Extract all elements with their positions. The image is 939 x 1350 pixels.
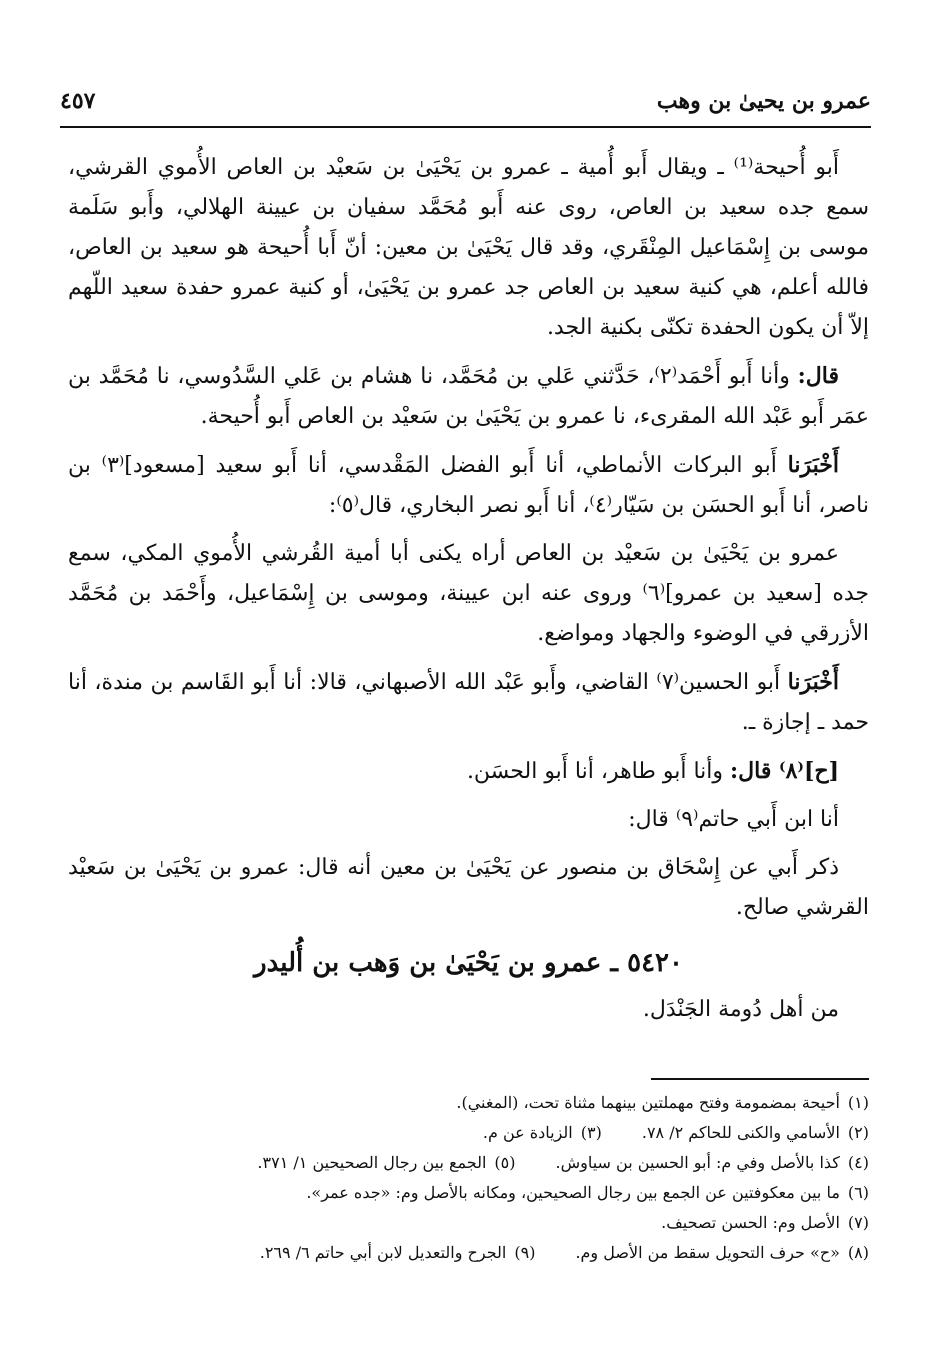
footnote-text: «ح» حرف التحويل سقط من الأصل وم. <box>575 1243 840 1262</box>
paragraph-2 <box>68 356 869 437</box>
paragraph-text: ذكر أَبي عن إِسْحَاق بن منصور عن يَحْيَىٰ بن معين أنه قال: عمرو بن يَحْيَىٰ بن سَعيْد القرشي صالح. <box>68 855 869 920</box>
paragraph-lead: قال: <box>797 363 839 389</box>
paragraph-8 <box>68 848 869 928</box>
footnote-text: الزيادة عن م. <box>482 1123 573 1142</box>
footnote-row <box>68 1208 869 1238</box>
footnote-text: الأسامي والكنى للحاكم ٢/ ٧٨. <box>641 1123 840 1142</box>
paragraph-text: وأنا أَبو طاهر، أنا أَبو الحسَن. <box>466 759 731 784</box>
paragraph-5 <box>68 662 869 743</box>
paragraph-6 <box>68 751 869 792</box>
footnote-number: (٤) <box>847 1153 869 1172</box>
footnote-row <box>68 1088 869 1118</box>
entry-heading: ٥٤٢٠ ـ عمرو بن يَحْيَىٰ بن وَهب بن أُليدر <box>254 948 683 978</box>
footnote-text: الأصل وم: الحسن تصحيف. <box>661 1213 840 1232</box>
paragraph-text: عمرو بن يَحْيَىٰ بن سَعيْد بن العاص أراه يكنى أبا أمية القُرشي الأُموي المكي، سمع جده [سعيد بن عمرو]⁽٦⁾ وروى عنه ابن عيينة، وموسى بن إِسْمَاعيل، وأَحْمَد بن مُحَمَّد الأزرقي في الوضوء والجهاد ومواضع. <box>68 541 869 646</box>
paragraph-text: أَبو البركات الأنماطي، أنا أَبو الفضل المَقْدسي، أنا أَبو سعيد [مسعود]⁽٣⁾ بن ناصر، أنا أَبو الحسَن بن سَيّار⁽٤⁾، أنا أَبو نصر البخاري، قال⁽٥⁾: <box>68 453 869 518</box>
footnotes <box>68 1088 869 1268</box>
main-text <box>68 148 869 1038</box>
footnote-7 <box>661 1208 869 1238</box>
footnote-number: (٧) <box>847 1213 869 1232</box>
footnote-3 <box>483 1118 602 1148</box>
footnote-text: كذا بالأصل وفي م: أبو الحسين بن سياوش. <box>555 1153 840 1172</box>
footnote-6 <box>306 1178 869 1208</box>
paragraph-3 <box>68 445 869 526</box>
entry-subtext <box>68 990 869 1030</box>
page-header <box>60 82 871 122</box>
paragraph-text: أنا ابن أَبي حاتم⁽٩⁾ قال: <box>628 807 839 832</box>
footnote-number: (٢) <box>847 1123 869 1142</box>
footnote-text: الجمع بين رجال الصحيحين ١/ ٣٧١. <box>257 1153 487 1172</box>
footnote-text: الجرح والتعديل لابن أبي حاتم ٦/ ٢٦٩. <box>259 1243 507 1262</box>
running-title: عمرو بن يحيىٰ بن وهب <box>656 88 871 114</box>
footnote-number: (١) <box>847 1093 869 1112</box>
paragraph-text: وأنا أَبو أَحْمَد⁽٢⁾، حَدَّثني عَلي بن مُحَمَّد، نا هشام بن عَلي السَّدُوسي، نا مُحَمَّد بن عمَر أَبو عَبْد الله المقرىء، نا عمرو بن يَحْيَىٰ بن سَعيْد بن العاص أَبو أُحيحة. <box>68 364 869 429</box>
footnote-text: أحيحة بمضمومة وفتح مهملتين بينهما مثناة تحت، (المغني). <box>456 1093 840 1112</box>
header-rule <box>60 126 871 128</box>
paragraph-lead: [ح]⁽٨⁾ قال: <box>730 758 839 784</box>
footnote-4 <box>556 1148 870 1178</box>
footnote-rule <box>651 1078 869 1080</box>
footnote-number: (٣) <box>580 1123 602 1142</box>
footnote-text: ما بين معكوفتين عن الجمع بين رجال الصحيحين، ومكانه بالأصل وم: «جده عمر». <box>306 1183 840 1202</box>
footnote-row <box>68 1148 869 1178</box>
paragraph-1 <box>68 148 869 348</box>
paragraph-4 <box>68 534 869 654</box>
footnote-9 <box>260 1238 536 1268</box>
footnote-row <box>68 1178 869 1208</box>
entry-subtext-text: من أهل دُومة الجَنْدَل. <box>642 997 839 1022</box>
footnote-number: (٩) <box>514 1243 536 1262</box>
footnote-number: (٥) <box>494 1153 516 1172</box>
paragraph-lead: أَخْبَرَنا <box>787 452 839 478</box>
paragraph-lead: أَخْبَرَنا <box>787 669 839 695</box>
footnote-2 <box>642 1118 869 1148</box>
footnote-row <box>68 1238 869 1268</box>
footnote-1 <box>456 1088 869 1118</box>
footnote-number: (٦) <box>847 1183 869 1202</box>
footnote-number: (٨) <box>847 1243 869 1262</box>
paragraph-text: أَبو أُحيحة⁽¹⁾ ـ ويقال أَبو أُمية ـ عمرو بن يَحْيَىٰ بن سَعيْد بن العاص الأُموي القرشي، سمع جده سعيد بن العاص، روى عنه أَبو مُحَمَّد سفيان بن عيينة الهلالي، وأَبو سَلَمة موسى بن إِسْمَاعيل المِنْقَري، وقد قال يَحْيَىٰ بن معين: أنّ أَبا أُحيحة هو سعيد بن العاص، فالله أعلم، هي كنية سعيد بن العاص جد عمرو بن يَحْيَىٰ، أو كنية عمرو حفدة سعيد اللّهم إلاّ أن يكون الحفدة تكنّى بكنية الجد. <box>68 155 869 340</box>
paragraph-text: أَبو الحسين⁽٧⁾ القاضي، وأَبو عَبْد الله الأصبهاني، قالا: أنا أَبو القَاسم بن مندة، أنا حمد ـ إجازة ـ. <box>68 670 869 735</box>
footnote-5 <box>257 1148 515 1178</box>
footnote-8 <box>575 1238 869 1268</box>
paragraph-7 <box>68 800 869 840</box>
page-number: ٤٥٧ <box>60 88 96 114</box>
footnote-row <box>68 1118 869 1148</box>
